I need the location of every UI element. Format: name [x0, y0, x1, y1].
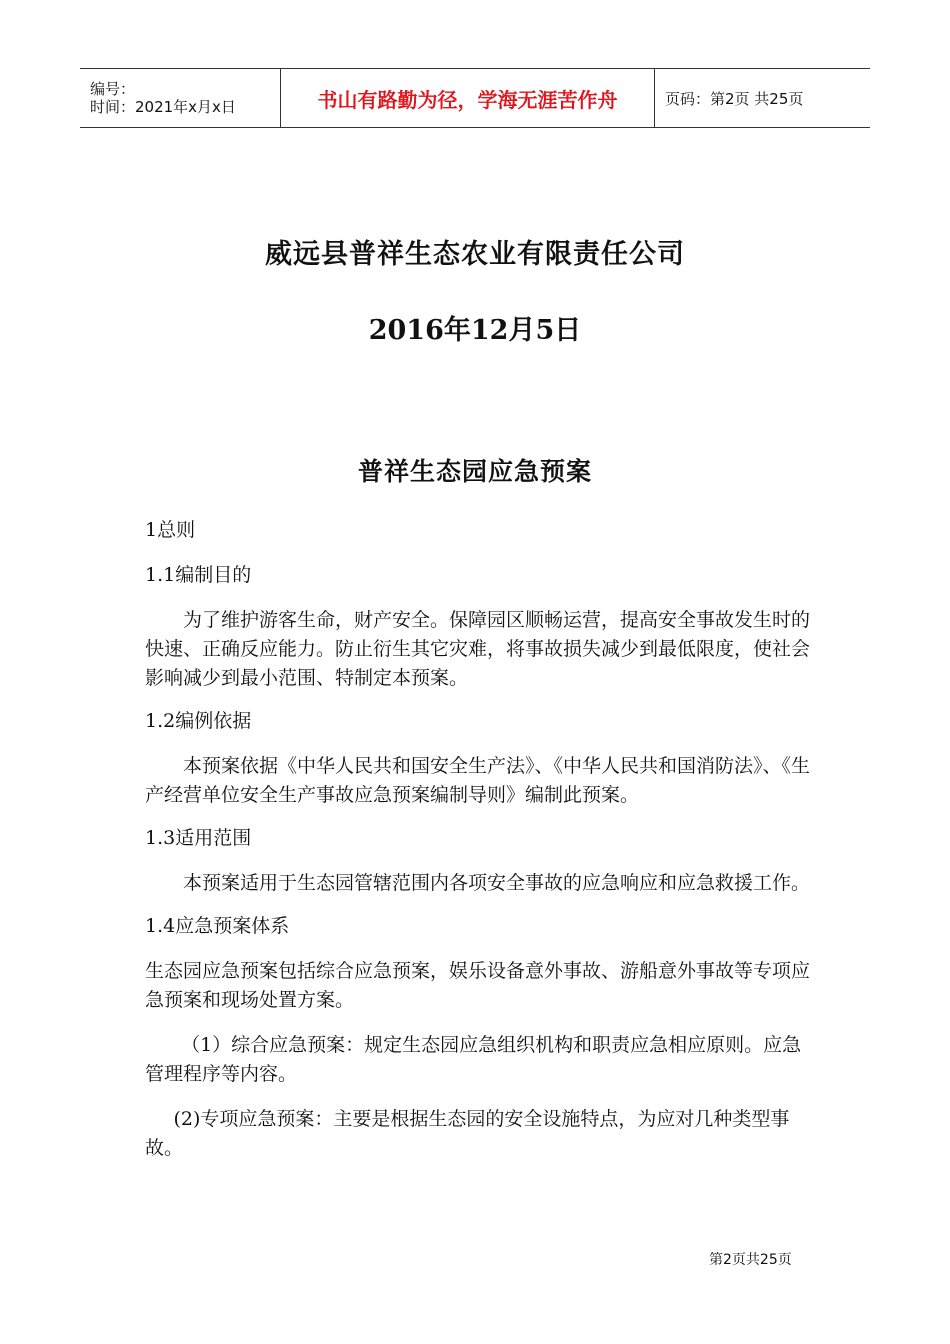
paragraph-basis: 本预案依据《中华人民共和国安全生产法》、《中华人民共和国消防法》、《生产经营单位安全生产事故应急预案编制导则》编制此预案。 [145, 755, 811, 806]
section-heading-scope: 1.3适用范围 [145, 827, 252, 849]
document-body [145, 516, 810, 1163]
page-footer: 第2页共25页 [709, 1252, 792, 1268]
header-motto: 书山有路勤为径，学海无涯苦作舟 [281, 69, 655, 127]
paragraph-item-2: (2)专项应急预案：主要是根据生态园的安全设施特点，为应对几种类型事故。 [145, 1108, 790, 1159]
page-header [80, 68, 870, 128]
header-meta [80, 69, 281, 127]
paragraph-scope: 本预案适用于生态园管辖范围内各项安全事故的应急响应和应急救援工作。 [183, 872, 811, 894]
company-name: 威远县普祥生态农业有限责任公司 [265, 239, 685, 270]
number-label: 编号： [90, 80, 136, 98]
paragraph-system: 生态园应急预案包括综合应急预案，娱乐设备意外事故、游船意外事故等专项应急预案和现场处置方案。 [145, 960, 811, 1011]
time-label: 时间：2021年x月x日 [90, 98, 236, 116]
paragraph-purpose: 为了维护游客生命，财产安全。保障园区顺畅运营，提高安全事故发生时的快速、正确反应能力。防止衍生其它灾难，将事故损失减少到最低限度，使社会影响减少到最小范围、特制定本预案。 [145, 609, 811, 689]
section-heading-purpose: 1.1编制目的 [145, 564, 252, 586]
section-heading-system: 1.4应急预案体系 [145, 915, 290, 937]
document-title: 普祥生态园应急预案 [357, 457, 592, 486]
header-page-info: 页码：第2页 共25页 [665, 89, 804, 108]
paragraph-item-1: （1）综合应急预案：规定生态园应急组织机构和职责应急相应原则。应急管理程序等内容。 [145, 1034, 802, 1085]
section-heading-basis: 1.2编例依据 [145, 710, 252, 732]
document-date: 2016年12月5日 [368, 315, 582, 346]
section-heading-general: 1总则 [145, 519, 196, 541]
